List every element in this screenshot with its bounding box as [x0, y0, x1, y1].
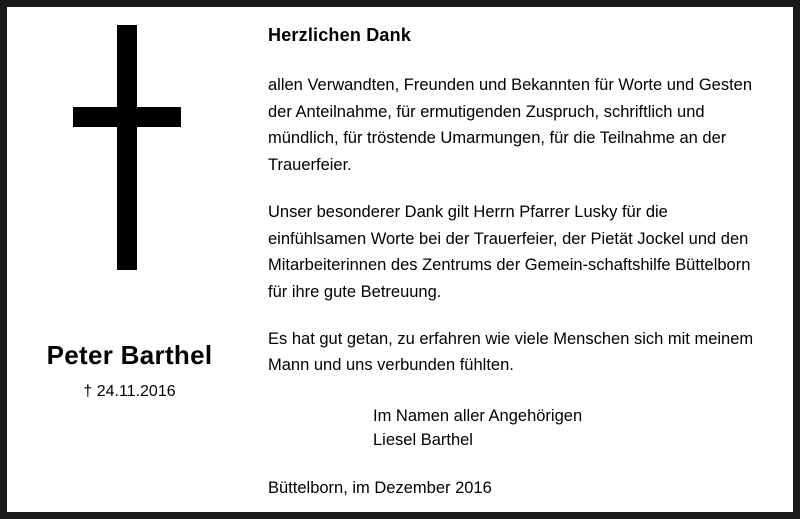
cross-icon — [65, 25, 195, 270]
deceased-death-date: † 24.11.2016 — [83, 383, 176, 400]
memorial-text-column — [252, 7, 793, 512]
thank-you-headline: Herzlichen Dank — [268, 25, 412, 45]
paragraph-special-thanks: Unser besonderer Dank gilt Herrn Pfarrer Lusky für die einfühlsamen Worte bei der Trauerfeier, der Pietät Jockel und den Mitarbeiterinnen des Zentrums der Gemein-schaftshilfe Büttelborn für ihre gute Betreuung. — [268, 202, 751, 302]
place-and-date: Büttelborn, im Dezember 2016 — [268, 479, 492, 498]
memorial-left-column — [7, 7, 252, 512]
signature-line-family: Im Namen aller Angehörigen — [373, 407, 583, 426]
deceased-name: Peter Barthel — [46, 340, 213, 370]
signature-block — [373, 405, 769, 453]
cross-horizontal-bar — [73, 107, 181, 127]
signature-line-name: Liesel Barthel — [373, 431, 473, 450]
paragraph-thanks-relatives: allen Verwandten, Freunden und Bekannten für Worte und Gesten der Anteilnahme, für ermutigenden Zuspruch, schriftlich und mündlich, für tröstende Umarmungen, für die Teilnahme an der Trauerfeier. — [268, 76, 753, 175]
paragraph-closing-sentiment: Es hat gut getan, zu erfahren wie viele Menschen sich mit meinem Mann und uns verbunden fühlten. — [268, 329, 754, 375]
cross-vertical-bar — [117, 25, 137, 270]
